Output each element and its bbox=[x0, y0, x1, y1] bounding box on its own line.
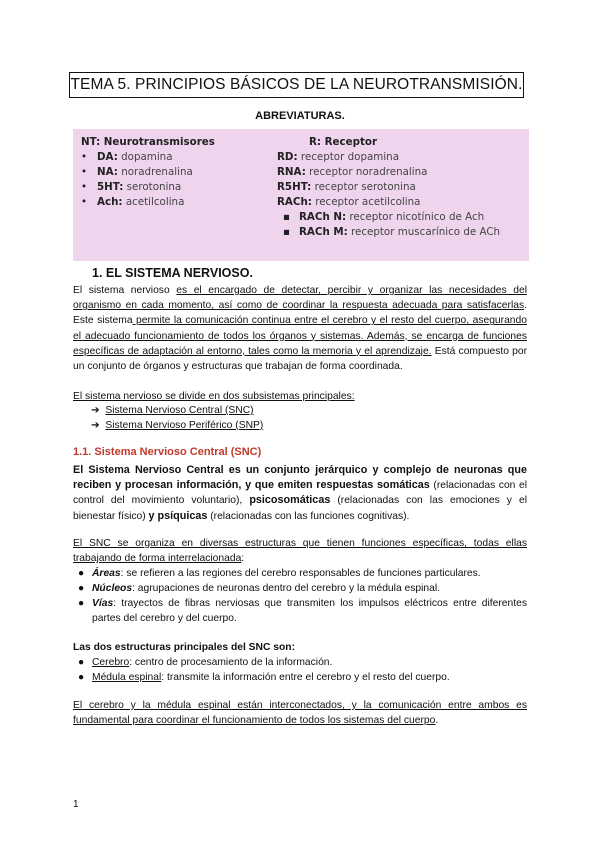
abbr-item: R5HT: receptor serotonina bbox=[277, 181, 416, 193]
list-item-snp: ➔ Sistema Nervioso Periférico (SNP) bbox=[91, 420, 264, 431]
abbr-item: RACh: receptor acetilcolina bbox=[277, 196, 421, 208]
square-bullet-icon: ▪ bbox=[283, 226, 290, 238]
abbr-subitem: ▪ RACh M: receptor muscarínico de ACh bbox=[283, 226, 501, 238]
bullet-icon: ● bbox=[78, 657, 85, 668]
bullet-icon: • bbox=[81, 151, 88, 163]
abbreviations-heading: ABREVIATURAS. bbox=[255, 110, 345, 122]
abbr-item: • Ach: acetilcolina bbox=[81, 196, 185, 208]
arrow-right-icon: ➔ bbox=[91, 420, 100, 431]
abbr-subitem: ▪ RACh N: receptor nicotínico de Ach bbox=[283, 211, 485, 223]
abbreviations-box bbox=[73, 129, 529, 261]
abbr-item: • NA: noradrenalina bbox=[81, 166, 193, 178]
paragraph-interconnection: El cerebro y la médula espinal están interconectados, y la comunicación entre ambos es fundamental para coordinar el funcionamiento de todos los sistemas del cuerpo. bbox=[73, 700, 527, 727]
right-header: R: Receptor bbox=[309, 136, 378, 148]
list-item-nucleos: ● Núcleos: agrupaciones de neuronas dentro del cerebro y la médula espinal. bbox=[92, 581, 527, 596]
bullet-icon: • bbox=[81, 181, 88, 193]
bullet-icon: ● bbox=[78, 568, 85, 579]
paragraph-sistema-nervioso: El sistema nervioso es el encargado de detectar, percibir y organizar las necesidades del organismo en cada momento, así como de coordinar la respuesta adecuada para satisfacerlas. Este sistema permite la comunicación continua entre el cerebro y el resto del cuerpo, asegurando el adecuado funcionamiento de todos los órganos y sistemas. Además, se encarga de funciones específicas de adaptación al entorno, tales como la memoria y el aprendizaje. Está compuesto por un conjunto de órganos y estructuras que trabajan de forma coordinada. bbox=[73, 285, 528, 373]
list-item-areas: ● Áreas: se refieren a las regiones del cerebro responsables de funciones particulares. bbox=[92, 566, 527, 581]
page-title: TEMA 5. PRINCIPIOS BÁSICOS DE LA NEUROTRANSMISIÓN. bbox=[69, 72, 524, 98]
arrow-right-icon: ➔ bbox=[91, 405, 100, 416]
list-item-vias: ● Vías: trayectos de fibras nerviosas que transmiten los impulsos eléctricos entre diferentes partes del cerebro y del cuerpo. bbox=[78, 598, 527, 625]
abbr-item: RNA: receptor noradrenalina bbox=[277, 166, 428, 178]
paragraph-main-structures-heading: Las dos estructuras principales del SNC son: bbox=[73, 642, 296, 653]
abbreviations-left-column bbox=[81, 135, 215, 210]
bullet-icon: ● bbox=[78, 598, 85, 609]
paragraph-snc-organization: El SNC se organiza en diversas estructuras que tienen funciones específicas, todas ellas trabajando de forma interrelacionada: bbox=[73, 538, 527, 565]
abbr-item: RD: receptor dopamina bbox=[277, 151, 400, 163]
section-title-sistema-nervioso: 1. EL SISTEMA NERVIOSO. bbox=[92, 266, 253, 280]
page-number: 1 bbox=[73, 799, 79, 810]
list-item-snc: ➔ Sistema Nervioso Central (SNC) bbox=[91, 405, 254, 416]
bullet-icon: ● bbox=[78, 583, 85, 594]
bullet-icon: ● bbox=[78, 672, 85, 683]
subsection-title-snc: 1.1. Sistema Nervioso Central (SNC) bbox=[73, 446, 262, 458]
abbreviations-right-column bbox=[277, 135, 500, 240]
paragraph-snc-definition: El Sistema Nervioso Central es un conjunto jerárquico y complejo de neuronas que reciben y procesan información, y que emiten respuestas somáticas (relacionadas con el control del movimiento voluntario), psicosomáticas (relacionadas con las emociones y el bienestar físico) y psíquicas (relacionadas con las funciones cognitivas). bbox=[73, 464, 528, 522]
bullet-icon: • bbox=[81, 196, 88, 208]
paragraph-subsystems-intro: El sistema nervioso se divide en dos subsistemas principales: bbox=[73, 391, 355, 402]
abbr-item: • DA: dopamina bbox=[81, 151, 173, 163]
abbr-item: • 5HT: serotonina bbox=[81, 181, 182, 193]
left-header: NT: Neurotransmisores bbox=[81, 136, 215, 148]
square-bullet-icon: ▪ bbox=[283, 211, 290, 223]
list-item-cerebro: ● Cerebro: centro de procesamiento de la información. bbox=[92, 655, 527, 670]
list-item-medula: ● Médula espinal: transmite la información entre el cerebro y el resto del cuerpo. bbox=[92, 670, 527, 685]
bullet-icon: • bbox=[81, 166, 88, 178]
